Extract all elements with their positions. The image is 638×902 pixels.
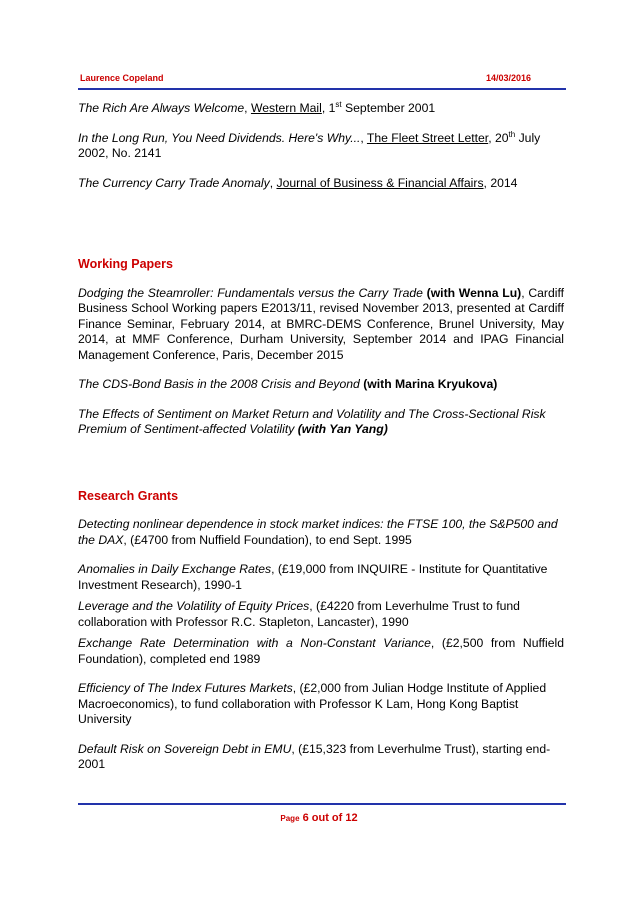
section-heading-research-grants: Research Grants [78,488,179,503]
grant-title: Exchange Rate Determination with a Non-Constant Variance [78,636,431,650]
document-body [78,94,564,773]
article-title: The Currency Carry Trade Anomaly [78,175,270,190]
grant-item: Default Risk on Sovereign Debt in EMU, (£15,323 from Leverhulme Trust), starting end-2001 [78,741,551,771]
paper-coauthor: (with Wenna Lu) [422,285,522,300]
working-paper-item [78,377,564,393]
grant-item: Detecting nonlinear dependence in stock market indices: the FTSE 100, the S&P500 and the DAX, (£4700 from Nuffield Foundation), to end Sept. 1995 [78,517,558,547]
page-label: Page [280,814,300,823]
grant-title: Anomalies in Daily Exchange Rates [78,562,272,576]
article-outlet: The Fleet Street Letter [366,130,489,145]
section-heading-working-papers: Working Papers [78,257,173,271]
paper-title: Dodging the Steamroller: Fundamentals versus the Carry Trade [78,285,423,300]
page-footer [0,812,638,824]
header-date: 14/03/2016 [486,73,532,83]
footer-rule [78,803,566,805]
header-author: Laurence Copeland [80,73,164,83]
article-outlet: Western Mail [250,101,322,115]
grant-item: Anomalies in Daily Exchange Rates, (£19,000 from INQUIRE - Institute for Quantitative Investment Research), 1990-1 [78,562,548,592]
working-paper-item [78,407,564,438]
grant-item: Leverage and the Volatility of Equity Prices, (£4220 from Leverhulme Trust to fund collaboration with Professor R.C. Stapleton, Lancaster), 1990 [78,599,520,629]
paper-coauthor: (with Yan Yang) [294,422,388,436]
article-item: The Currency Carry Trade Anomaly, Journal of Business & Financial Affairs, 2014 [78,175,518,190]
working-paper-item: Dodging the Steamroller: Fundamentals versus the Carry Trade (with Wenna Lu), Cardiff Business School Working papers E2013/11, revised November 2013, presented at Cardiff Finance Seminar, February 2014, at BMRC-DEMS Conference, Brunel University, May 2014, at MMF Conference, Durham University, September 2014 and IPAG Financial Management Conference, Paris, December 2015 [78,285,564,362]
grant-title: Efficiency of The Index Futures Markets [78,681,293,695]
grant-item: Exchange Rate Determination with a Non-Constant Variance, (£2,500 from Nuffield Foundation), completed end 1989 [78,636,564,666]
header-rule [78,88,566,90]
grant-item: Efficiency of The Index Futures Markets, (£2,000 from Julian Hodge Institute of Applied Macroeconomics), to fund collaboration with Professor K Lam, Hong Kong Baptist University [78,681,547,726]
paper-coauthor: (with Marina Kryukova) [359,377,498,391]
paper-title: The CDS-Bond Basis in the 2008 Crisis and Beyond [78,377,360,391]
grant-title: Detecting nonlinear dependence in stock market indices: the FTSE 100, the S&P500 and the DAX [78,517,558,547]
grant-title: Default Risk on Sovereign Debt in EMU [78,741,292,756]
article-title: The Rich Are Always Welcome [78,101,245,115]
page-header [80,73,564,87]
paper-title: The Effects of Sentiment on Market Return and Volatility and The Cross-Sectional Risk Premium of Sentiment-affected Volatility [78,406,546,436]
article-outlet: Journal of Business & Financial Affairs [276,175,484,190]
page-number: 6 out of 12 [302,812,358,824]
article-item: The Rich Are Always Welcome, Western Mail, 1st September 2001 [78,99,436,115]
article-title: In the Long Run, You Need Dividends. Here's Why... [78,130,361,145]
grant-title: Leverage and the Volatility of Equity Prices [78,599,310,613]
article-item: In the Long Run, You Need Dividends. Here's Why..., The Fleet Street Letter, 20th July 2002, No. 2141 [78,129,541,160]
